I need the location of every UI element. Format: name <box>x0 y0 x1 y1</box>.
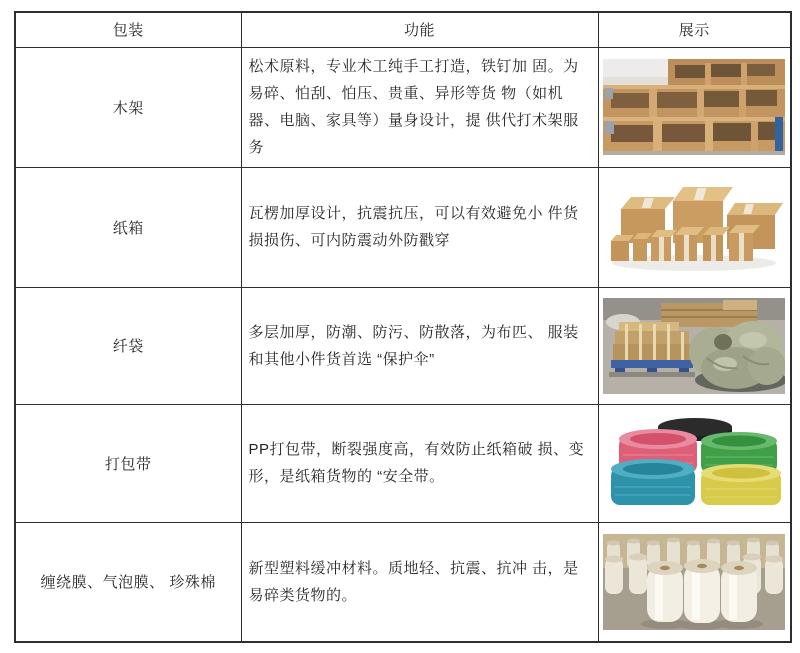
header-row <box>15 12 791 47</box>
function-text: 新型塑料缓冲材料。质地轻、抗震、抗冲 击，是易碎类货物的。 <box>241 522 598 642</box>
woven-bags-photo <box>603 298 785 394</box>
header-function: 功能 <box>241 12 598 47</box>
photo-cell <box>598 404 791 522</box>
table-row-film <box>15 522 791 642</box>
function-text: PP打包带，断裂强度高，有效防止纸箱破 损、变形，是纸箱货物的 “安全带。 <box>241 404 598 522</box>
photo-cell <box>598 47 791 167</box>
packaging-name: 打包带 <box>15 404 241 522</box>
wooden-crates-photo <box>603 59 785 155</box>
table-row-strapping <box>15 404 791 522</box>
photo-cell <box>598 287 791 404</box>
packaging-name: 纸箱 <box>15 167 241 287</box>
stretch-film-rolls-photo <box>603 534 785 630</box>
function-text: 瓦楞加厚设计，抗震抗压，可以有效避免小 件货损损伤、可内防震动外防戳穿 <box>241 167 598 287</box>
header-packaging: 包装 <box>15 12 241 47</box>
packaging-name: 纤袋 <box>15 287 241 404</box>
table-row-woven-bag <box>15 287 791 404</box>
cardboard-boxes-photo <box>603 179 785 275</box>
strapping-rolls-photo <box>603 415 785 511</box>
packaging-table <box>14 11 792 643</box>
function-text: 多层加厚，防潮、防污、防散落，为布匹、 服装和其他小件货首选 “保护伞” <box>241 287 598 404</box>
packaging-name: 木架 <box>15 47 241 167</box>
header-display: 展示 <box>598 12 791 47</box>
table-row-wooden-crate <box>15 47 791 167</box>
function-text: 松术原料，专业术工纯手工打造，铁钉加 固。为易碎、怕刮、怕压、贵重、异形等货 物（如机器、电脑、家具等）量身设计，提 供代打术架服务 <box>241 47 598 167</box>
photo-cell <box>598 167 791 287</box>
photo-cell <box>598 522 791 642</box>
table-row-carton <box>15 167 791 287</box>
packaging-name: 缠绕膜、气泡膜、 珍殊棉 <box>15 522 241 642</box>
